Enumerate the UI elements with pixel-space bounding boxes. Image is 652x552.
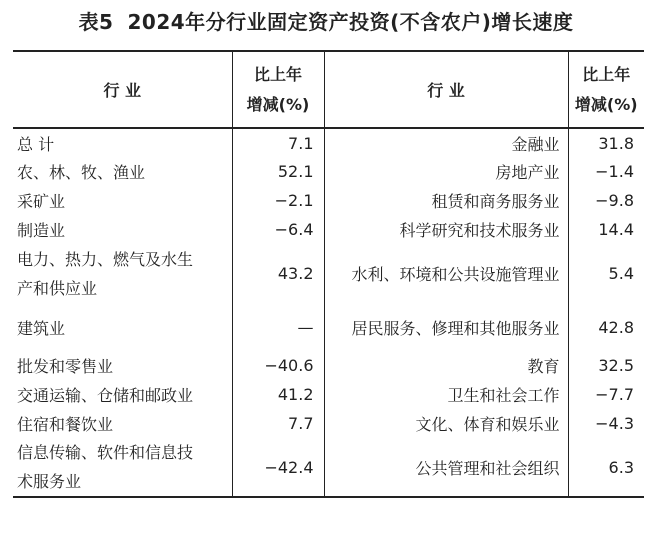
- growth-value: 52.1: [232, 157, 324, 186]
- table-row: [13, 380, 644, 409]
- industry-name: 公共管理和社会组织: [324, 438, 568, 497]
- industry-name: 批发和零售业: [13, 351, 232, 380]
- industry-name: 卫生和社会工作: [324, 380, 568, 409]
- industry-name: 教育: [324, 351, 568, 380]
- growth-value: 43.2: [232, 244, 324, 303]
- table-row: [13, 438, 644, 497]
- growth-value: 7.7: [232, 409, 324, 438]
- industry-name-line2: 术服务业: [17, 472, 82, 491]
- header-change-left-line2: 增减(%): [246, 94, 310, 114]
- growth-table: [13, 50, 644, 498]
- industry-name: 总 计: [13, 128, 232, 157]
- header-change-left: [232, 51, 324, 128]
- growth-value: 31.8: [598, 133, 634, 153]
- growth-value: 7.1: [232, 128, 324, 157]
- industry-name: 农、林、牧、渔业: [13, 157, 232, 186]
- table-row: [13, 409, 644, 438]
- industry-name: 科学研究和技术服务业: [324, 215, 568, 244]
- growth-value: −2.1: [232, 186, 324, 215]
- header-change-right-line1: 比上年: [582, 64, 631, 84]
- industry-name: 建筑业: [13, 303, 232, 351]
- table-row: [13, 351, 644, 380]
- growth-value: −42.4: [232, 438, 324, 497]
- industry-name-line1: 电力、热力、燃气及水生: [17, 249, 194, 269]
- industry-name: 制造业: [13, 215, 232, 244]
- table-header-row: [13, 51, 644, 128]
- growth-value: −1.4: [595, 162, 634, 181]
- industry-name: [13, 438, 232, 497]
- industry-name: 房地产业: [324, 157, 568, 186]
- growth-value: −9.8: [595, 191, 634, 210]
- table-row: [13, 303, 644, 351]
- industry-name: 金融业: [324, 128, 568, 157]
- header-industry-right: 行 业: [324, 51, 568, 128]
- table-row: [13, 128, 644, 157]
- growth-value: 41.2: [232, 380, 324, 409]
- header-change-right: [568, 51, 644, 128]
- growth-value: 5.4: [608, 264, 634, 283]
- industry-name: 住宿和餐饮业: [13, 409, 232, 438]
- industry-name: 交通运输、仓储和邮政业: [13, 380, 232, 409]
- growth-value: −7.7: [595, 385, 634, 404]
- header-change-left-line1: 比上年: [253, 64, 302, 84]
- growth-value: −6.4: [232, 215, 324, 244]
- industry-name: 租赁和商务服务业: [324, 186, 568, 215]
- industry-name: 文化、体育和娱乐业: [324, 409, 568, 438]
- table-row: [13, 215, 644, 244]
- growth-value: 6.3: [568, 438, 644, 497]
- growth-value: 14.4: [598, 220, 634, 239]
- table-title: [0, 6, 652, 35]
- table-row: [13, 244, 644, 303]
- industry-name-line2: 产和供应业: [17, 278, 98, 298]
- table-number: 表5: [78, 10, 114, 34]
- table-title-text: 2024年分行业固定资产投资(不含农户)增长速度: [127, 10, 574, 34]
- industry-name: 居民服务、修理和其他服务业: [324, 303, 568, 351]
- industry-name: 水利、环境和公共设施管理业: [324, 244, 568, 303]
- industry-name: 采矿业: [13, 186, 232, 215]
- growth-value: 32.5: [598, 356, 634, 375]
- growth-value: −40.6: [232, 351, 324, 380]
- industry-name-line1: 信息传输、软件和信息技: [17, 443, 194, 462]
- growth-value: 42.8: [598, 317, 634, 337]
- industry-name: [13, 244, 232, 303]
- table-row: [13, 186, 644, 215]
- growth-value: −4.3: [595, 414, 634, 433]
- table-row: [13, 157, 644, 186]
- header-industry-left: 行 业: [13, 51, 232, 128]
- header-change-right-line2: 增减(%): [574, 94, 638, 114]
- growth-value: —: [232, 303, 324, 351]
